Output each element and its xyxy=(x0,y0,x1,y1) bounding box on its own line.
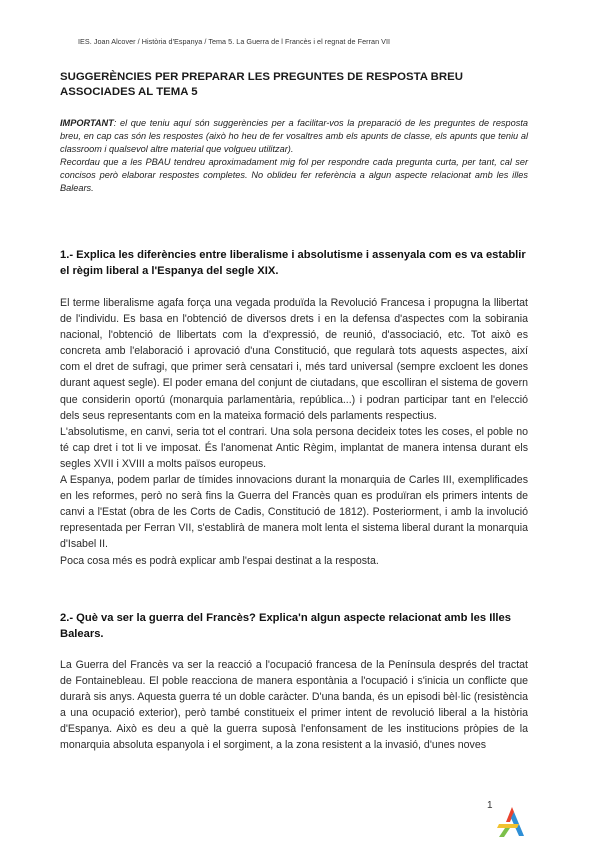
logo-green-shape xyxy=(499,828,510,837)
answer-paragraph: L'absolutisme, en canvi, seria tot el contrari. Una sola persona decideix totes les coses, el poble no té cap dret i tot li ve imposat. És l'anomenat Antic Règim, implantat de manera intensa durant els segles XVII i XVIII a molts països europeus. xyxy=(60,425,528,470)
page-title-line-1: SUGGERÈNCIES PER PREPARAR LES PREGUNTES DE RESPOSTA BREU xyxy=(60,71,463,83)
note-paragraph-2: Recordau que a les PBAU tendreu aproximadament mig fol per respondre cada pregunta curta, per tant, cal ser concisos però elaborar respostes completes. No oblideu fer referència a algun aspecte relacionat amb les illes Balears. xyxy=(60,156,528,193)
answer-paragraph: A Espanya, podem parlar de tímides innovacions durant la monarquia de Carles III, exemplificades en les reformes, però no serà fins la Guerra del Francès quan es produïran els primers intents de canvi a l'Estat (obra de les Corts de Cadis, Constitució de 1812). Posteriorment, i amb la involució representada per Ferran VII, s'establirà de manera molt lenta el sistema liberal durant la monarquia d'Isabel II. xyxy=(60,474,528,551)
note-lead: IMPORTANT xyxy=(60,118,114,128)
running-header: IES. Joan Alcover / Història d'Espanya / Tema 5. La Guerra de l Francès i el regnat de Ferran VII xyxy=(78,37,391,46)
school-logo-icon xyxy=(495,806,529,838)
note-paragraph-1 xyxy=(60,117,528,156)
answer-paragraph: Poca cosa més es podrà explicar amb l'espai destinat a la resposta. xyxy=(60,554,379,567)
answer-paragraph: El terme liberalisme agafa força una vegada produïda la Revolució Francesa i propugna la llibertat de l'individu. Es basa en l'obtenció de diversos drets i en la defensa d'aspectes com la sobirania nacional, l'obtenció de llibertats com la d'expressió, de reunió, d'associació, etc. Tot això es concreta amb l'elaboració i aprovació d'una Constitució, que regularà tots aquests aspectes, així com el dret de sufragi, que primer serà censatari i, més tard universal (sempre excloent les dones durant aquest segle). El poder emana del conjunt de ciutadans, que escolliran el sistema de govern que considerin oportú (monarquia parlamentària, república...) i podran participar tant en l'elecció dels seus representants com en la mateixa formació dels parlaments respectius. xyxy=(60,297,528,422)
answer-paragraph: La Guerra del Francès va ser la reacció a l'ocupació francesa de la Península després del tractat de Fontainebleau. El poble reacciona de manera espontània a l'ocupació i s'inicia un conflicte que durarà sis anys. Aquesta guerra té un doble caràcter. D'una banda, és un episodi bèl·lic (resistència a una ocupació exterior), però també constitueix el primer intent de revolució liberal a la història d'Espanya. Això es deu a què la guerra suposà l'enfonsament de les institucions pròpies de la monarquia absoluta espanyola i el sorgiment, a la zona resistent a la invasió, d'unes noves xyxy=(60,659,528,752)
logo-yellow-shape xyxy=(497,824,519,828)
question-2-answer xyxy=(60,657,528,754)
page-title xyxy=(60,70,526,100)
question-2-heading: 2.- Què va ser la guerra del Francès? Explica'n algun aspecte relacionat amb les Illes Balears. xyxy=(60,612,511,640)
question-1-heading: 1.- Explica les diferències entre liberalisme i absolutisme i assenyala com es va establir el règim liberal a l'Espanya del segle XIX. xyxy=(60,249,526,277)
page-number: 1 xyxy=(487,800,493,811)
question-1-answer xyxy=(60,295,528,569)
important-note xyxy=(60,117,528,194)
page-title-line-2: ASSOCIADES AL TEMA 5 xyxy=(60,86,198,98)
note-text-1: : el que teniu aquí són suggerències per a facilitar-vos la preparació de les preguntes de resposta breu, en cap cas són les respostes (això ho heu de fer vosaltres amb els apunts de classe, els apunts que teniu al classroom i qualsevol altre material que volgueu utilitzar). xyxy=(60,118,528,154)
